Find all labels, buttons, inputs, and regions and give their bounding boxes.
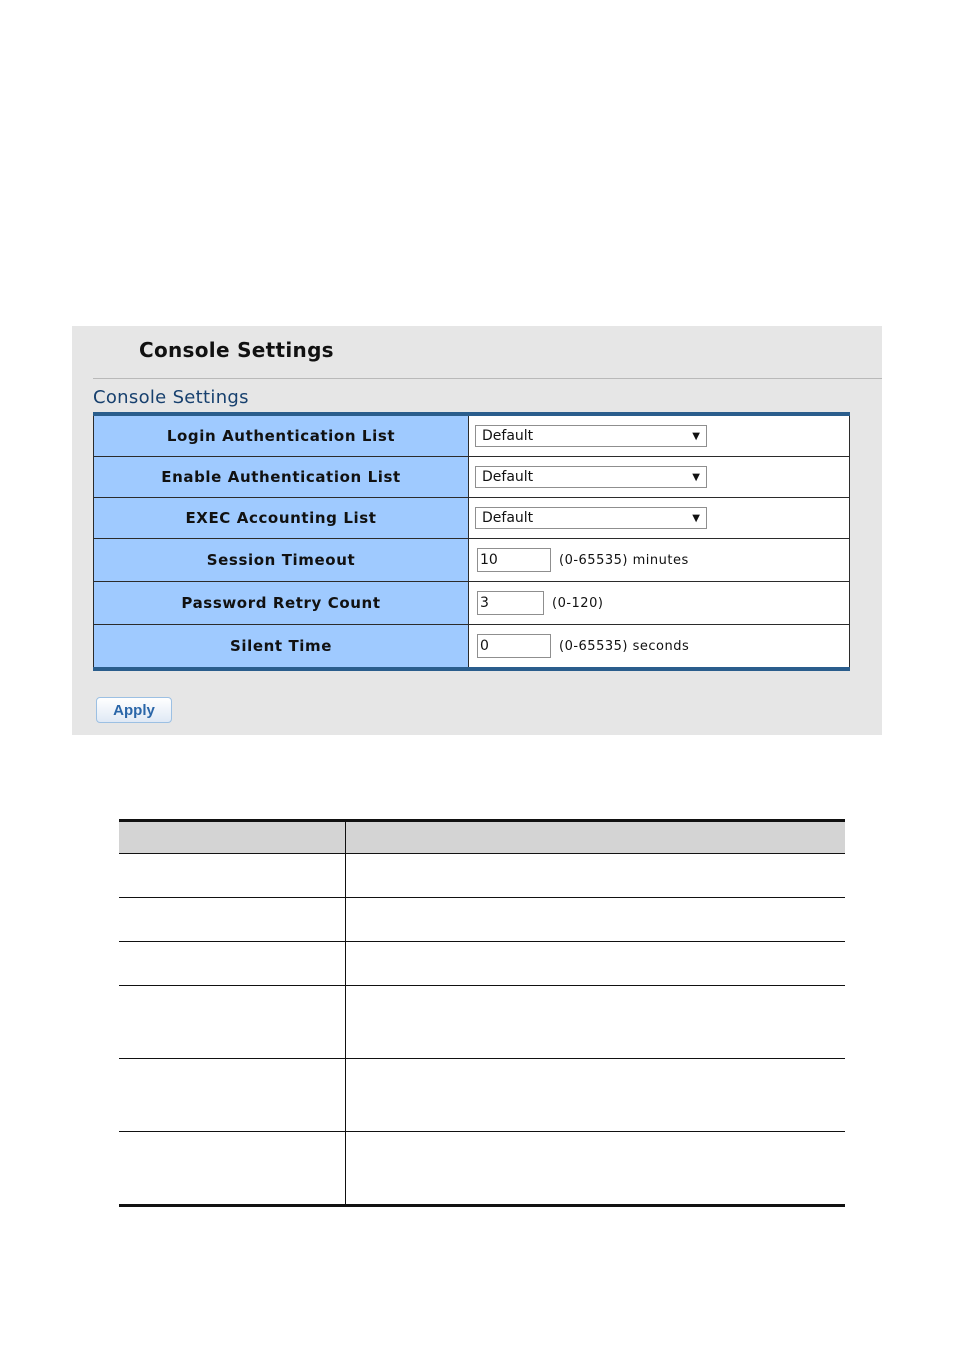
session-timeout-cell: [469, 539, 850, 581]
enable-authentication-list-cell: [469, 457, 850, 497]
session-timeout-input[interactable]: [477, 548, 551, 572]
table-cell: [346, 1132, 845, 1204]
row-password-retry-count: [93, 582, 850, 625]
table-cell: [346, 942, 845, 985]
section-title: Console Settings: [93, 387, 249, 408]
password-retry-count-label: Password Retry Count: [93, 582, 469, 624]
row-silent-time: [93, 625, 850, 667]
exec-accounting-list-label: EXEC Accounting List: [93, 498, 469, 538]
session-timeout-label: Session Timeout: [93, 539, 469, 581]
table-cell: [346, 898, 845, 941]
session-timeout-hint: (0-65535) minutes: [559, 552, 689, 568]
exec-accounting-list-select[interactable]: [475, 507, 707, 529]
silent-time-hint: (0-65535) seconds: [559, 638, 690, 654]
dropdown-arrow-icon: ▼: [692, 512, 700, 524]
silent-time-input[interactable]: [477, 634, 551, 658]
description-table-header: [119, 822, 845, 854]
page-title: Console Settings: [139, 338, 334, 362]
table-cell: [346, 854, 845, 897]
password-retry-count-input[interactable]: [477, 591, 544, 615]
table-cell: [119, 986, 346, 1058]
enable-authentication-list-label: Enable Authentication List: [93, 457, 469, 497]
settings-table: [93, 412, 850, 671]
login-authentication-list-cell: [469, 416, 850, 456]
table-cell: [346, 986, 845, 1058]
description-table: [119, 819, 845, 1207]
apply-button[interactable]: Apply: [96, 697, 172, 723]
table-row: [119, 942, 845, 986]
row-session-timeout: [93, 539, 850, 582]
table-cell: [346, 1059, 845, 1131]
enable-authentication-list-value: Default: [482, 469, 534, 485]
exec-accounting-list-cell: [469, 498, 850, 538]
exec-accounting-list-value: Default: [482, 510, 534, 526]
login-authentication-list-label: Login Authentication List: [93, 416, 469, 456]
dropdown-arrow-icon: ▼: [692, 471, 700, 483]
table-cell: [119, 942, 346, 985]
password-retry-count-hint: (0-120): [552, 595, 604, 611]
console-settings-panel: [72, 326, 882, 735]
password-retry-count-cell: [469, 582, 850, 624]
login-authentication-list-select[interactable]: [475, 425, 707, 447]
table-cell: [119, 898, 346, 941]
table-cell: [119, 1132, 346, 1204]
header-cell-object: [119, 822, 346, 853]
table-cell: [119, 854, 346, 897]
table-row: [119, 854, 845, 898]
header-cell-description: [346, 822, 845, 853]
title-divider: [93, 378, 882, 379]
enable-authentication-list-select[interactable]: [475, 466, 707, 488]
table-row: [119, 1132, 845, 1204]
table-cell: [119, 1059, 346, 1131]
login-authentication-list-value: Default: [482, 428, 534, 444]
table-row: [119, 1059, 845, 1132]
row-enable-authentication-list: [93, 457, 850, 498]
silent-time-cell: [469, 625, 850, 667]
table-row: [119, 986, 845, 1059]
silent-time-label: Silent Time: [93, 625, 469, 667]
row-login-authentication-list: [93, 416, 850, 457]
dropdown-arrow-icon: ▼: [692, 430, 700, 442]
table-row: [119, 898, 845, 942]
row-exec-accounting-list: [93, 498, 850, 539]
